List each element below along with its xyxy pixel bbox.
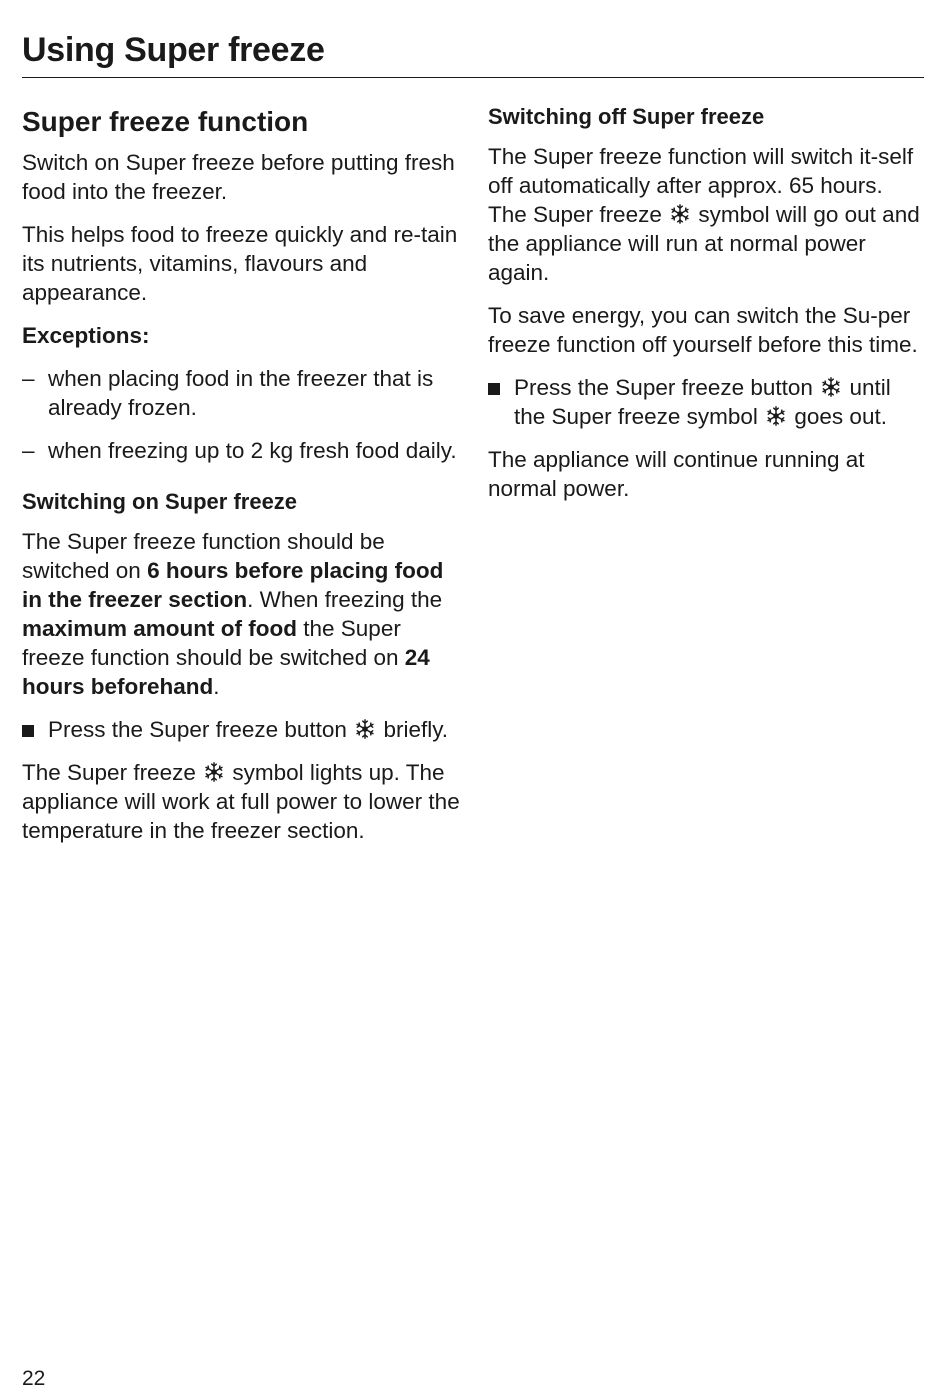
title-rule bbox=[22, 77, 924, 78]
section-heading: Super freeze function bbox=[22, 106, 309, 137]
snowflake-icon bbox=[669, 203, 691, 225]
instruction-step bbox=[488, 373, 926, 431]
bold-text: 24 hours beforehand bbox=[22, 645, 430, 699]
instruction-step bbox=[22, 715, 467, 744]
snowflake-icon bbox=[354, 718, 376, 740]
list-item-text: when placing food in the freezer that is already frozen. bbox=[48, 366, 434, 420]
step-text: briefly. bbox=[377, 717, 449, 742]
switching-on-paragraph bbox=[22, 527, 467, 701]
text-span: The Super freeze function should be switched on bbox=[22, 529, 385, 583]
list-item-text: when freezing up to 2 kg fresh food daily. bbox=[48, 438, 457, 463]
step-text: goes out. bbox=[788, 404, 887, 429]
step-text: Press the Super freeze button bbox=[514, 375, 820, 400]
bold-text: 6 hours before placing food in the freezer section bbox=[22, 558, 444, 612]
text-span: The Super freeze bbox=[22, 760, 203, 785]
text-span: symbol lights up. The appliance will work at full power to lower the temperature in the freezer section. bbox=[22, 760, 460, 843]
dash-marker: – bbox=[22, 438, 35, 463]
switching-off-heading: Switching off Super freeze bbox=[488, 104, 765, 129]
step-text: until the Super freeze symbol bbox=[514, 375, 891, 429]
right-column bbox=[488, 102, 926, 517]
square-bullet-icon bbox=[22, 725, 34, 737]
text-span: . When freezing the bbox=[247, 587, 443, 612]
left-column bbox=[22, 96, 467, 859]
text-span: symbol will go out and the appliance will run at normal power again. bbox=[488, 202, 920, 285]
snowflake-icon bbox=[765, 405, 787, 427]
switching-off-paragraph-3: The appliance will continue running at normal power. bbox=[488, 447, 865, 501]
page-title: Using Super freeze bbox=[22, 31, 325, 69]
switching-on-heading: Switching on Super freeze bbox=[22, 489, 298, 514]
dash-marker: – bbox=[22, 366, 35, 391]
exceptions-label: Exceptions: bbox=[22, 323, 150, 348]
page-number: 22 bbox=[22, 1367, 46, 1390]
text-span: . bbox=[213, 674, 220, 699]
switching-off-paragraph-1 bbox=[488, 142, 926, 287]
switching-off-paragraph-2: To save energy, you can switch the Su-per freeze function off yourself before this time. bbox=[488, 303, 918, 357]
list-item bbox=[22, 436, 467, 465]
list-item bbox=[22, 364, 467, 422]
step-text: Press the Super freeze button bbox=[48, 717, 354, 742]
text-span: the Super freeze function should be switched on bbox=[22, 616, 405, 670]
square-bullet-icon bbox=[488, 383, 500, 395]
text-span: The Super freeze function will switch it-self off automatically after approx. 65 hours. The Super freeze bbox=[488, 144, 914, 227]
bold-text: maximum amount of food bbox=[22, 616, 297, 641]
snowflake-icon bbox=[820, 376, 842, 398]
result-paragraph bbox=[22, 758, 467, 845]
intro-paragraph-2: This helps food to freeze quickly and re-tain its nutrients, vitamins, flavours and appearance. bbox=[22, 222, 458, 305]
snowflake-icon bbox=[203, 761, 225, 783]
intro-paragraph-1: Switch on Super freeze before putting fresh food into the freezer. bbox=[22, 150, 455, 204]
